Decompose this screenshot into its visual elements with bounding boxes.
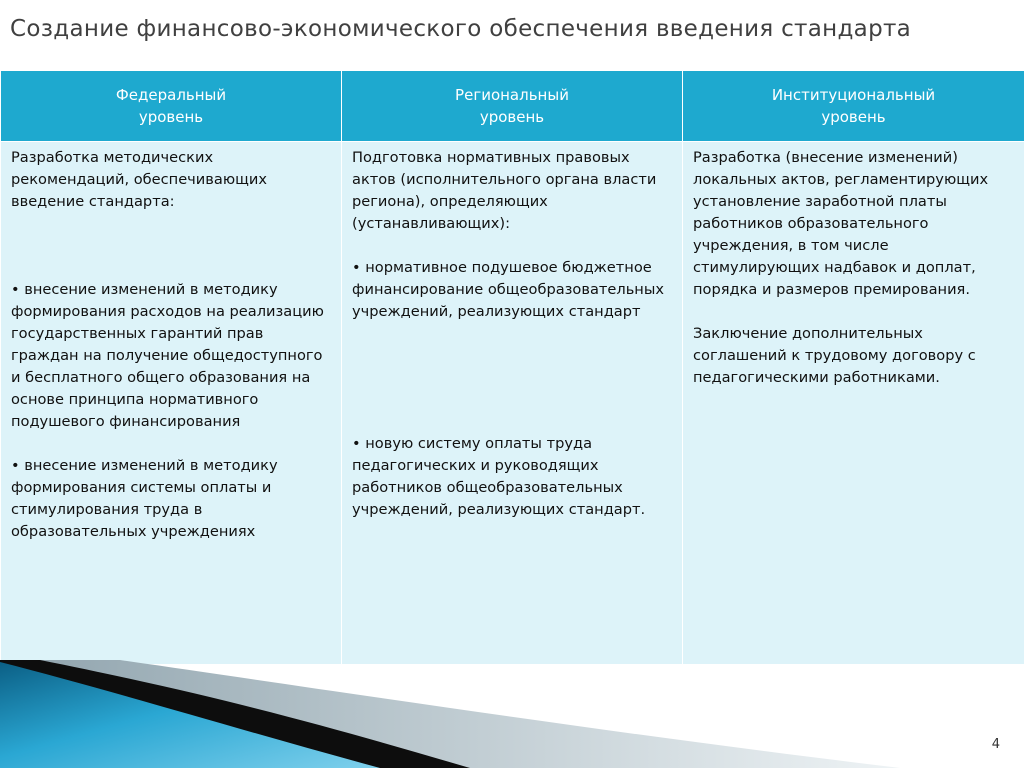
federal-item-1: • внесение изменений в методику формирования расходов на реализацию государственных гарантий прав граждан на получение общедоступного и бесплатного общего образования на основе принципа нормативного подушевого финансирования: [11, 281, 324, 430]
header-federal-line1: Федеральный: [115, 86, 227, 104]
table-header-row: [1, 71, 1024, 142]
header-regional: [342, 71, 683, 142]
header-institutional: [683, 71, 1024, 142]
header-regional-line1: Региональный: [455, 86, 569, 104]
cell-regional: [342, 142, 683, 665]
federal-intro: Разработка методических рекомендаций, обеспечивающих введение стандарта:: [11, 149, 267, 210]
header-federal: [1, 71, 342, 142]
table-body-row: [1, 142, 1024, 665]
cell-federal: [1, 142, 342, 665]
header-regional-line2: уровень: [479, 108, 545, 126]
header-institutional-line2: уровень: [821, 108, 886, 126]
cell-institutional: [683, 142, 1024, 665]
header-federal-line2: уровень: [138, 108, 204, 126]
regional-item-1: • нормативное подушевое бюджетное финансирование общеобразовательных учреждений, реализующих стандарт: [352, 259, 665, 320]
page-number: 4: [991, 737, 1000, 752]
institutional-para-1: Разработка (внесение изменений) локальных актов, регламентирующих установление заработной платы работников образовательного учреждения, в том числе стимулирующих надбавок и доплат, порядка и размеров премирования.: [693, 149, 989, 298]
institutional-para-2: Заключение дополнительных соглашений к трудовому договору с педагогическими работниками.: [693, 325, 976, 386]
federal-item-2: • внесение изменений в методику формирования системы оплаты и стимулирования труда в образовательных учреждениях: [11, 457, 278, 540]
regional-intro: Подготовка нормативных правовых актов (исполнительного органа власти региона), определяющих (устанавливающих):: [352, 149, 657, 232]
regional-item-2: • новую систему оплаты труда педагогических и руководящих работников общеобразовательных учреждений, реализующих стандарт.: [352, 435, 646, 518]
slide-title: Создание финансово-экономического обеспечения введения стандарта: [10, 16, 912, 42]
header-institutional-line1: Институциональный: [771, 86, 936, 104]
decorative-swoosh: [0, 660, 1024, 768]
levels-table: [0, 70, 1024, 665]
